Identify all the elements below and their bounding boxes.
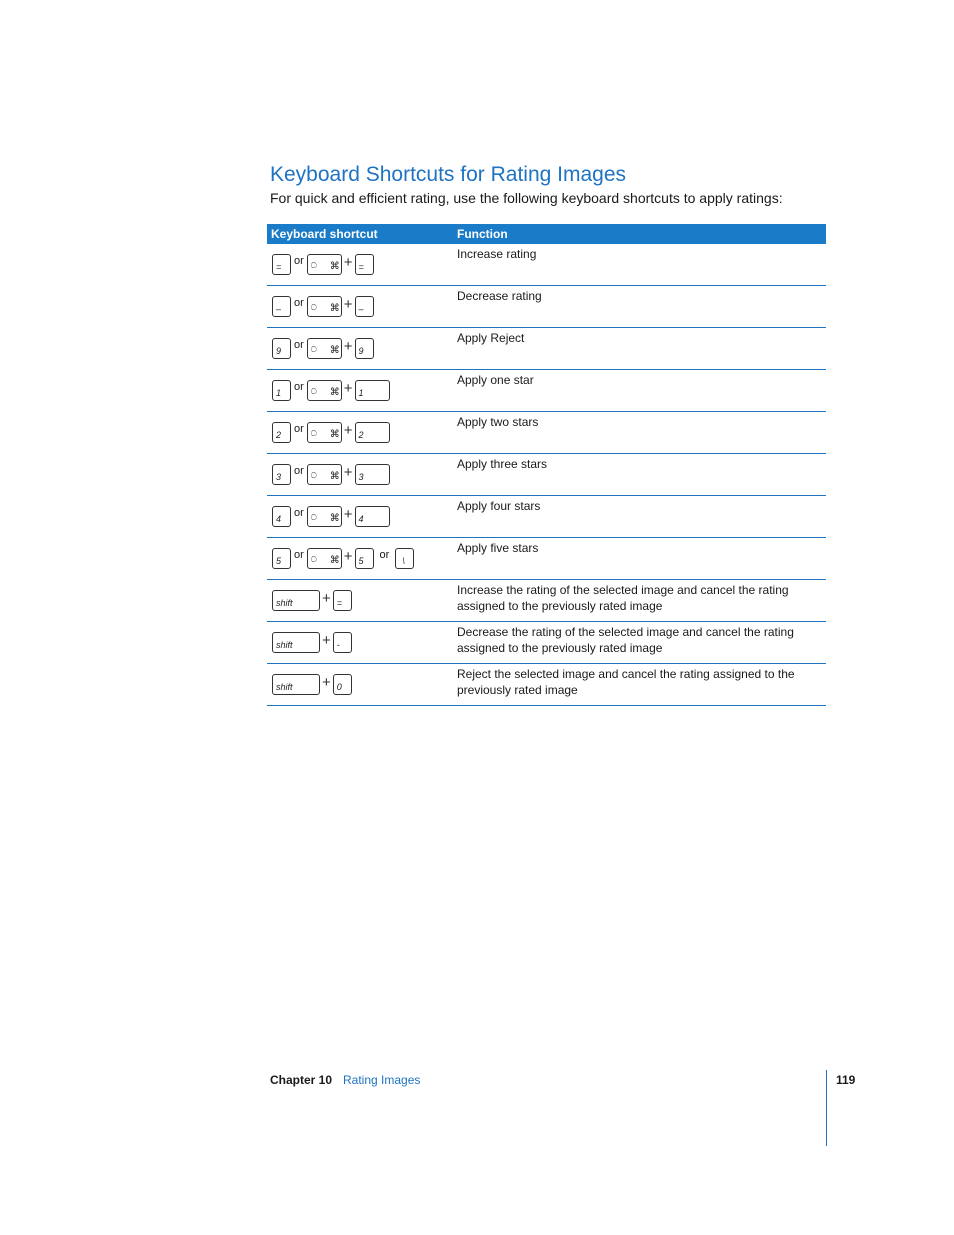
function-description: Apply three stars bbox=[457, 457, 548, 471]
table-row bbox=[267, 286, 826, 328]
shortcut-keys bbox=[272, 673, 352, 695]
key-2: 2 bbox=[355, 422, 390, 443]
plus-icon: + bbox=[343, 421, 353, 439]
command-key bbox=[307, 296, 342, 317]
command-icon: ⌘ bbox=[329, 512, 340, 524]
table-header bbox=[267, 224, 826, 244]
or-text: or bbox=[294, 255, 304, 267]
function-description: Decrease rating bbox=[457, 289, 542, 303]
shortcut-keys bbox=[272, 421, 390, 443]
command-icon: ⌘ bbox=[329, 386, 340, 398]
key-4: 4 bbox=[272, 506, 291, 527]
shortcut-keys bbox=[272, 631, 352, 653]
key-equals: = bbox=[355, 254, 374, 275]
key-0: 0 bbox=[333, 674, 352, 695]
plus-icon: + bbox=[322, 631, 331, 649]
function-description: Apply four stars bbox=[457, 499, 541, 513]
footer-divider bbox=[826, 1070, 827, 1146]
command-icon: ⌘ bbox=[329, 470, 340, 482]
footer-chapter-label: Chapter 10 bbox=[270, 1073, 333, 1087]
page-number: 119 bbox=[836, 1073, 856, 1087]
plus-icon: + bbox=[343, 547, 353, 565]
plus-icon: + bbox=[343, 505, 353, 523]
plus-icon: + bbox=[343, 463, 353, 481]
key-1: 1 bbox=[272, 380, 291, 401]
table-row bbox=[267, 580, 826, 622]
or-text: or bbox=[294, 381, 304, 393]
function-description: Apply two stars bbox=[457, 415, 539, 429]
plus-icon: + bbox=[343, 253, 353, 271]
table-row bbox=[267, 622, 826, 664]
key-9: 9 bbox=[355, 338, 374, 359]
shortcut-keys bbox=[272, 547, 414, 569]
apple-icon: ⍥ bbox=[310, 344, 317, 356]
or-text: or bbox=[294, 549, 304, 561]
header-keyboard-shortcut: Keyboard shortcut bbox=[271, 227, 378, 241]
plus-icon: + bbox=[343, 379, 353, 397]
table-row bbox=[267, 370, 826, 412]
footer-chapter-link[interactable]: Rating Images bbox=[343, 1073, 421, 1087]
apple-icon: ⍥ bbox=[310, 470, 317, 482]
function-description: Apply Reject bbox=[457, 331, 525, 345]
plus-icon: + bbox=[343, 337, 353, 355]
plus-icon: + bbox=[322, 589, 331, 607]
table-row bbox=[267, 244, 826, 286]
command-icon: ⌘ bbox=[329, 554, 340, 566]
apple-icon: ⍥ bbox=[310, 428, 317, 440]
shortcut-keys bbox=[272, 463, 390, 485]
shortcut-keys bbox=[272, 379, 390, 401]
function-description: Apply five stars bbox=[457, 541, 539, 555]
key-5: 5 bbox=[272, 548, 291, 569]
shortcut-table bbox=[267, 224, 826, 706]
key-1: 1 bbox=[355, 380, 390, 401]
command-key bbox=[307, 464, 342, 485]
shortcut-keys bbox=[272, 253, 374, 275]
key-equals: = bbox=[333, 590, 352, 611]
key-3: 3 bbox=[272, 464, 291, 485]
function-description: Increase rating bbox=[457, 247, 537, 261]
or-text: or bbox=[294, 297, 304, 309]
command-icon: ⌘ bbox=[329, 428, 340, 440]
command-key bbox=[307, 338, 342, 359]
page-title: Keyboard Shortcuts for Rating Images bbox=[270, 163, 627, 186]
command-key bbox=[307, 506, 342, 527]
key-2: 2 bbox=[272, 422, 291, 443]
key-5: 5 bbox=[355, 548, 374, 569]
or-text: or bbox=[379, 549, 390, 561]
shortcut-keys bbox=[272, 505, 390, 527]
apple-icon: ⍥ bbox=[310, 512, 317, 524]
apple-icon: ⍥ bbox=[310, 554, 317, 566]
command-key bbox=[307, 380, 342, 401]
function-description: Reject the selected image and cancel the rating assigned to the previously rated image bbox=[457, 667, 795, 697]
table-row bbox=[267, 664, 826, 706]
key-minus: – bbox=[272, 296, 291, 317]
key-backslash: \ bbox=[395, 548, 414, 569]
key-4: 4 bbox=[355, 506, 390, 527]
function-description: Apply one star bbox=[457, 373, 534, 387]
command-key bbox=[307, 254, 342, 275]
table-row bbox=[267, 412, 826, 454]
apple-icon: ⍥ bbox=[310, 302, 317, 314]
intro-text: For quick and efficient rating, use the following keyboard shortcuts to apply ratings: bbox=[270, 190, 783, 206]
apple-icon: ⍥ bbox=[310, 386, 317, 398]
command-icon: ⌘ bbox=[329, 344, 340, 356]
or-text: or bbox=[294, 423, 304, 435]
shortcut-keys bbox=[272, 337, 374, 359]
command-icon: ⌘ bbox=[329, 302, 340, 314]
key-9: 9 bbox=[272, 338, 291, 359]
or-text: or bbox=[294, 507, 304, 519]
key-minus: - bbox=[333, 632, 352, 653]
header-function: Function bbox=[457, 227, 508, 241]
shortcut-keys bbox=[272, 589, 352, 611]
function-description: Decrease the rating of the selected image and cancel the rating assigned to the previously rated image bbox=[457, 625, 794, 655]
apple-icon: ⍥ bbox=[310, 260, 317, 272]
or-text: or bbox=[294, 339, 304, 351]
table-row bbox=[267, 328, 826, 370]
key-3: 3 bbox=[355, 464, 390, 485]
plus-icon: + bbox=[322, 673, 331, 691]
command-icon: ⌘ bbox=[329, 260, 340, 272]
key-minus: – bbox=[355, 296, 374, 317]
table-row bbox=[267, 496, 826, 538]
shift-key: shift bbox=[272, 632, 320, 653]
key-equals: = bbox=[272, 254, 291, 275]
command-key bbox=[307, 422, 342, 443]
table-row bbox=[267, 454, 826, 496]
plus-icon: + bbox=[343, 295, 353, 313]
shift-key: shift bbox=[272, 590, 320, 611]
or-text: or bbox=[294, 465, 304, 477]
table-row bbox=[267, 538, 826, 580]
shift-key: shift bbox=[272, 674, 320, 695]
command-key bbox=[307, 548, 342, 569]
shortcut-keys bbox=[272, 295, 374, 317]
function-description: Increase the rating of the selected image and cancel the rating assigned to the previously rated image bbox=[457, 583, 789, 613]
